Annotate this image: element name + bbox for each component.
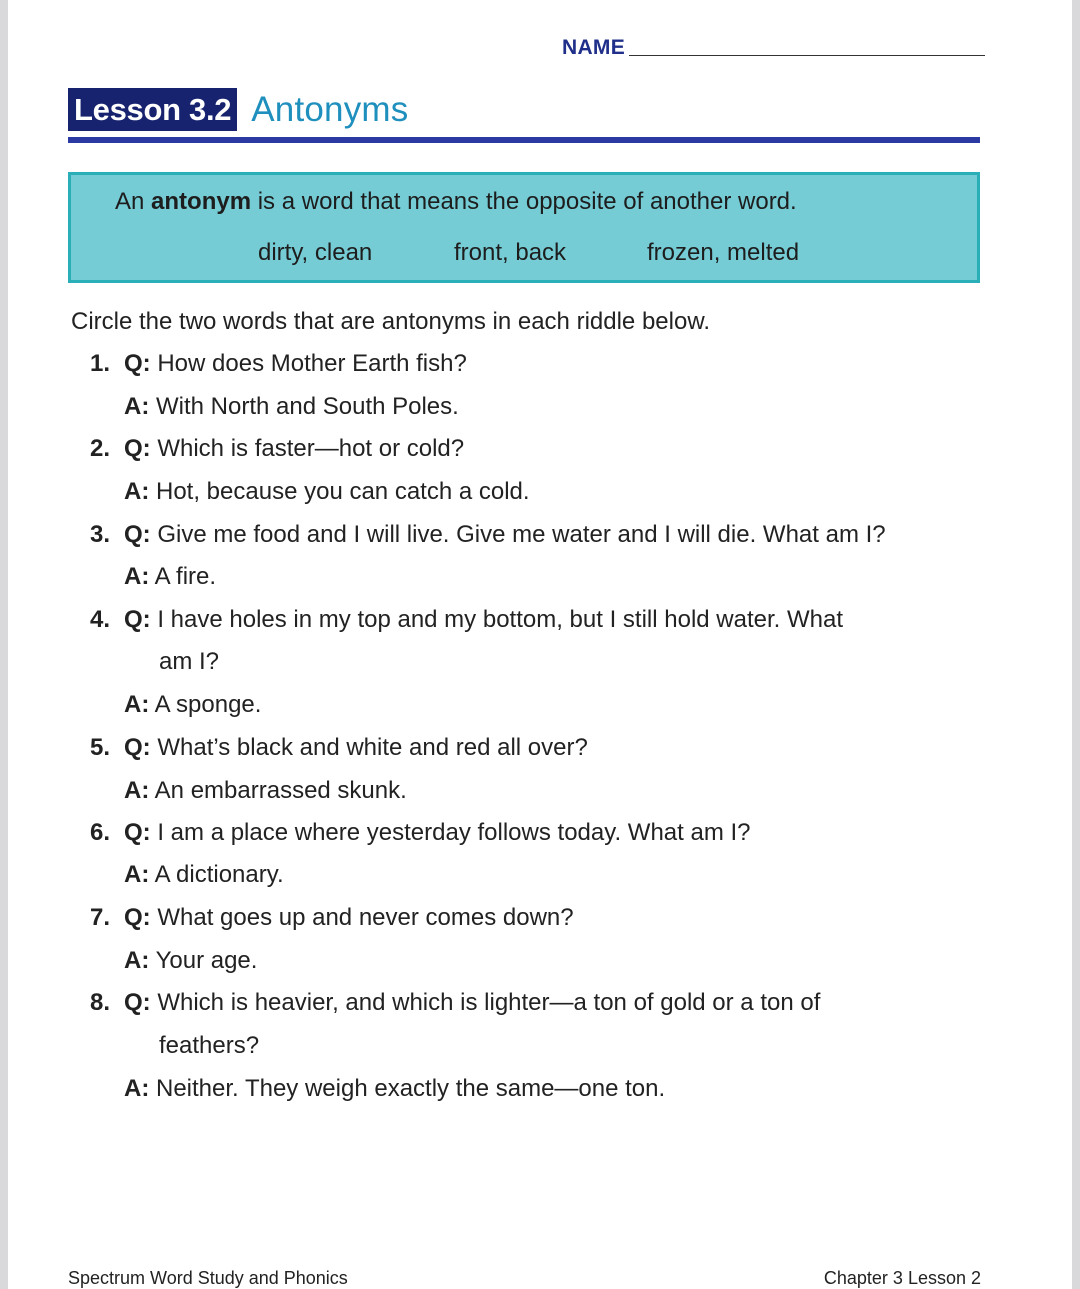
header-rule bbox=[68, 137, 980, 143]
riddle-question bbox=[124, 606, 843, 634]
definition-sentence bbox=[115, 188, 797, 216]
riddle-number: 6. bbox=[90, 819, 111, 846]
answer-label: A: bbox=[124, 563, 150, 590]
riddle-answer bbox=[124, 1075, 665, 1103]
definition-prefix: An bbox=[115, 188, 152, 215]
answer-label: A: bbox=[124, 393, 150, 420]
question-text: I am a place where yesterday follows today. What am I? bbox=[157, 819, 751, 846]
answer-label: A: bbox=[124, 777, 150, 804]
answer-label: A: bbox=[124, 478, 150, 505]
question-text: Give me food and I will live. Give me water and I will die. What am I? bbox=[157, 521, 886, 548]
question-text: How does Mother Earth fish? bbox=[157, 350, 467, 377]
answer-text: A dictionary. bbox=[154, 861, 284, 888]
riddle-answer bbox=[124, 478, 530, 506]
riddle-number: 8. bbox=[90, 989, 111, 1016]
riddle-question bbox=[124, 435, 464, 463]
example-pair: front, back bbox=[454, 239, 567, 266]
riddle-number: 3. bbox=[90, 521, 111, 548]
lesson-title: Antonyms bbox=[251, 89, 409, 129]
riddle-number: 2. bbox=[90, 435, 111, 462]
question-label: Q: bbox=[124, 606, 151, 633]
riddle-answer bbox=[124, 691, 261, 719]
riddle-question bbox=[124, 734, 588, 762]
riddle-answer bbox=[124, 563, 216, 591]
answer-text: A sponge. bbox=[154, 691, 262, 718]
name-line bbox=[629, 55, 985, 56]
answer-text: With North and South Poles. bbox=[156, 393, 459, 420]
riddle-question bbox=[124, 521, 886, 549]
riddle-question bbox=[124, 350, 467, 378]
riddle-number: 1. bbox=[90, 350, 111, 377]
riddle-answer bbox=[124, 777, 407, 805]
question-text: Which is faster—hot or cold? bbox=[157, 435, 465, 462]
name-label: NAME bbox=[562, 36, 626, 59]
question-text: What’s black and white and red all over? bbox=[157, 734, 588, 761]
question-text: Which is heavier, and which is lighter—a ton of gold or a ton of bbox=[157, 989, 821, 1016]
question-label: Q: bbox=[124, 734, 151, 761]
footer-book-title: Spectrum Word Study and Phonics bbox=[68, 1268, 348, 1288]
answer-text: An embarrassed skunk. bbox=[154, 777, 407, 804]
question-text: What goes up and never comes down? bbox=[157, 904, 574, 931]
answer-label: A: bbox=[124, 861, 150, 888]
riddle-question bbox=[124, 904, 574, 932]
definition-term: antonym bbox=[151, 188, 252, 215]
question-label: Q: bbox=[124, 521, 151, 548]
answer-label: A: bbox=[124, 691, 150, 718]
answer-text: Hot, because you can catch a cold. bbox=[156, 478, 530, 505]
answer-text: A fire. bbox=[154, 563, 217, 590]
question-text: I have holes in my top and my bottom, but I still hold water. What bbox=[157, 606, 844, 633]
answer-label: A: bbox=[124, 1075, 150, 1102]
question-label: Q: bbox=[124, 435, 151, 462]
footer-chapter: Chapter 3 Lesson 2 bbox=[823, 1268, 981, 1288]
riddle-answer bbox=[124, 861, 284, 889]
instructions: Circle the two words that are antonyms in each riddle below. bbox=[71, 308, 710, 335]
answer-label: A: bbox=[124, 947, 150, 974]
riddle-answer bbox=[124, 947, 257, 975]
answer-text: Neither. They weigh exactly the same—one ton. bbox=[156, 1075, 666, 1102]
question-label: Q: bbox=[124, 350, 151, 377]
question-label: Q: bbox=[124, 904, 151, 931]
definition-suffix: is a word that means the opposite of another word. bbox=[251, 188, 797, 215]
riddle-number: 4. bbox=[90, 606, 111, 633]
riddle-question bbox=[124, 819, 751, 847]
worksheet-page bbox=[8, 0, 1072, 1289]
riddle-question-continued: am I? bbox=[159, 648, 220, 675]
question-label: Q: bbox=[124, 989, 151, 1016]
example-pair: dirty, clean bbox=[258, 239, 373, 266]
lesson-badge: Lesson 3.2 bbox=[68, 88, 237, 131]
answer-text: Your age. bbox=[155, 947, 258, 974]
question-label: Q: bbox=[124, 819, 151, 846]
name-field bbox=[562, 36, 985, 60]
riddle-number: 5. bbox=[90, 734, 111, 761]
riddle-answer bbox=[124, 393, 459, 421]
lesson-header bbox=[68, 88, 408, 131]
riddle-question bbox=[124, 989, 820, 1017]
riddle-question-continued: feathers? bbox=[159, 1032, 260, 1059]
example-pair: frozen, melted bbox=[647, 239, 800, 266]
riddle-number: 7. bbox=[90, 904, 111, 931]
definition-box bbox=[68, 172, 980, 283]
